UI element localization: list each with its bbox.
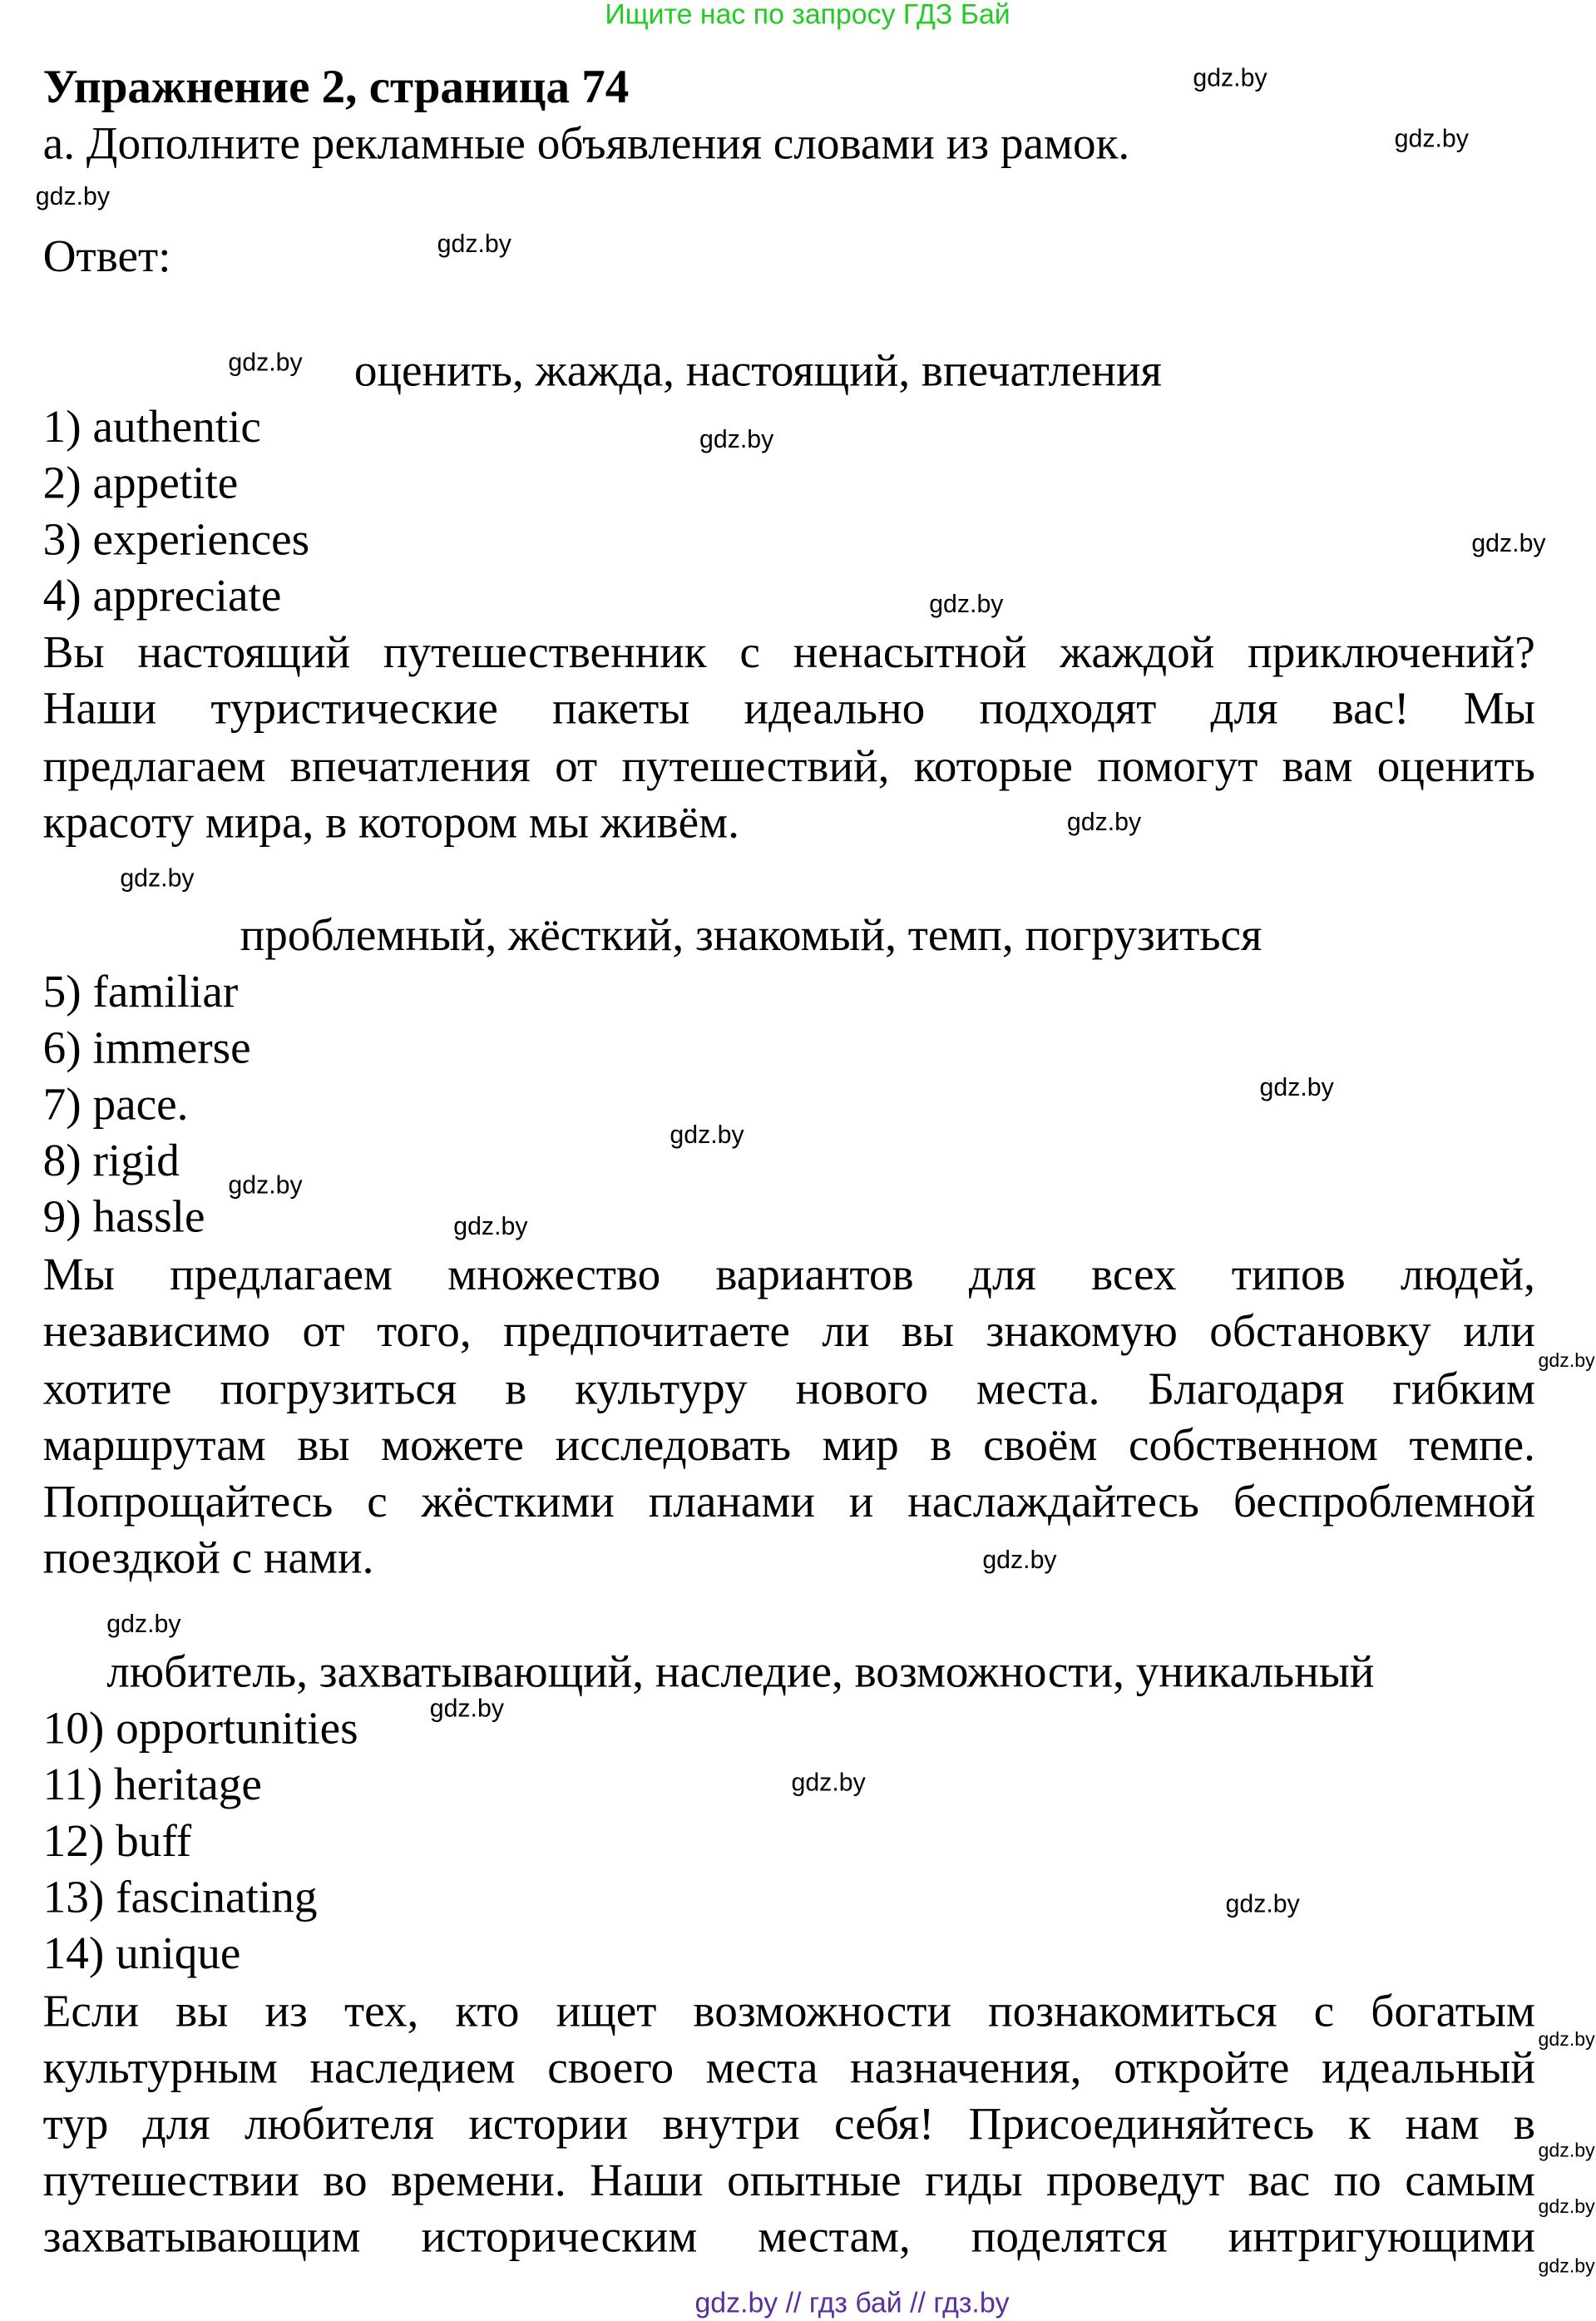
watermark: gdz.by <box>1538 2195 1595 2218</box>
watermark: gdz.by <box>929 590 1004 619</box>
paragraph-line: красоту мира, в котором мы живём. <box>42 795 739 849</box>
paragraph-line: захватывающим историческим местам, поделятся интригующими <box>42 2210 1535 2263</box>
word-box-1: оценить, жажда, настоящий, впечатления <box>353 344 1162 396</box>
watermark: gdz.by <box>437 230 511 259</box>
watermark: gdz.by <box>1538 1349 1595 1372</box>
paragraph-line: хотите погрузиться в культуру нового места. Благодаря гибким <box>42 1362 1535 1414</box>
list-item: 9) hassle <box>42 1190 205 1243</box>
list-item: 14) unique <box>42 1927 241 1979</box>
watermark: gdz.by <box>982 1546 1057 1575</box>
watermark: gdz.by <box>791 1768 866 1797</box>
watermark: gdz.by <box>1225 1889 1300 1918</box>
paragraph-line: Если вы из тех, кто ищет возможности познакомиться с богатым <box>42 1984 1535 2037</box>
watermark: gdz.by <box>35 182 111 211</box>
task-text: а. Дополните рекламные объявления словами из рамок. <box>42 116 1130 170</box>
answer-label: Ответ: <box>42 230 171 282</box>
footer-links[interactable]: gdz.by // гдз бай // гдз.by <box>694 2289 1010 2320</box>
list-item: 8) rigid <box>42 1134 180 1186</box>
list-item: 11) heritage <box>42 1758 262 1810</box>
watermark: gdz.by <box>1538 2027 1595 2051</box>
page-title: Упражнение 2, страница 74 <box>42 59 630 113</box>
list-item: 10) opportunities <box>42 1701 358 1754</box>
paragraph-line: независимо от того, предпочитаете ли вы знакомую обстановку или <box>42 1304 1535 1357</box>
list-item: 5) familiar <box>42 964 239 1017</box>
paragraph-line: маршрутам вы можете исследовать мир в своём собственном темпе. <box>42 1418 1535 1471</box>
search-banner[interactable]: Ищите нас по запросу ГДЗ Бай <box>605 0 1010 32</box>
watermark: gdz.by <box>1066 808 1142 836</box>
paragraph-line: поездкой с нами. <box>42 1531 374 1583</box>
watermark: gdz.by <box>228 1170 303 1200</box>
paragraph-line: путешествии во времени. Наши опытные гиды проведут вас по самым <box>42 2153 1535 2206</box>
list-item: 4) appreciate <box>42 569 282 621</box>
watermark: gdz.by <box>106 1610 181 1638</box>
paragraph-line: Вы настоящий путешественник с ненасытной жаждой приключений? <box>42 625 1535 678</box>
paragraph-line: тур для любителя истории внутри себя! Присоединяйтесь к нам в <box>42 2097 1535 2150</box>
list-item: 2) appetite <box>42 456 239 509</box>
list-item: 7) pace. <box>42 1077 189 1130</box>
paragraph-line: предлагаем впечатления от путешествий, которые помогут вам оценить <box>42 740 1535 792</box>
list-item: 12) buff <box>42 1814 192 1867</box>
word-box-3: любитель, захватывающий, наследие, возможности, уникальный <box>106 1645 1375 1698</box>
list-item: 6) immerse <box>42 1021 251 1074</box>
watermark: gdz.by <box>1471 529 1546 557</box>
paragraph-line: Попрощайтесь с жёсткими планами и наслаждайтесь беспроблемной <box>42 1474 1535 1527</box>
paragraph-line: Наши туристические пакеты идеально подходят для вас! Мы <box>42 681 1535 734</box>
paragraph-line: Мы предлагаем множество вариантов для всех типов людей, <box>42 1248 1535 1300</box>
list-item: 3) experiences <box>42 512 310 565</box>
watermark: gdz.by <box>670 1121 744 1149</box>
list-item: 1) authentic <box>42 400 261 453</box>
watermark: gdz.by <box>1394 124 1469 153</box>
watermark: gdz.by <box>1538 2254 1595 2277</box>
watermark: gdz.by <box>453 1212 528 1241</box>
watermark: gdz.by <box>1538 2139 1595 2161</box>
watermark: gdz.by <box>1193 63 1267 92</box>
watermark: gdz.by <box>228 348 303 377</box>
list-item: 13) fascinating <box>42 1870 318 1923</box>
watermark: gdz.by <box>699 425 774 454</box>
watermark: gdz.by <box>429 1694 504 1723</box>
paragraph-line: культурным наследием своего места назначения, откройте идеальный <box>42 2041 1535 2093</box>
word-box-2: проблемный, жёсткий, знакомый, темп, погрузиться <box>240 908 1262 961</box>
watermark: gdz.by <box>1259 1073 1334 1101</box>
watermark: gdz.by <box>120 864 195 893</box>
